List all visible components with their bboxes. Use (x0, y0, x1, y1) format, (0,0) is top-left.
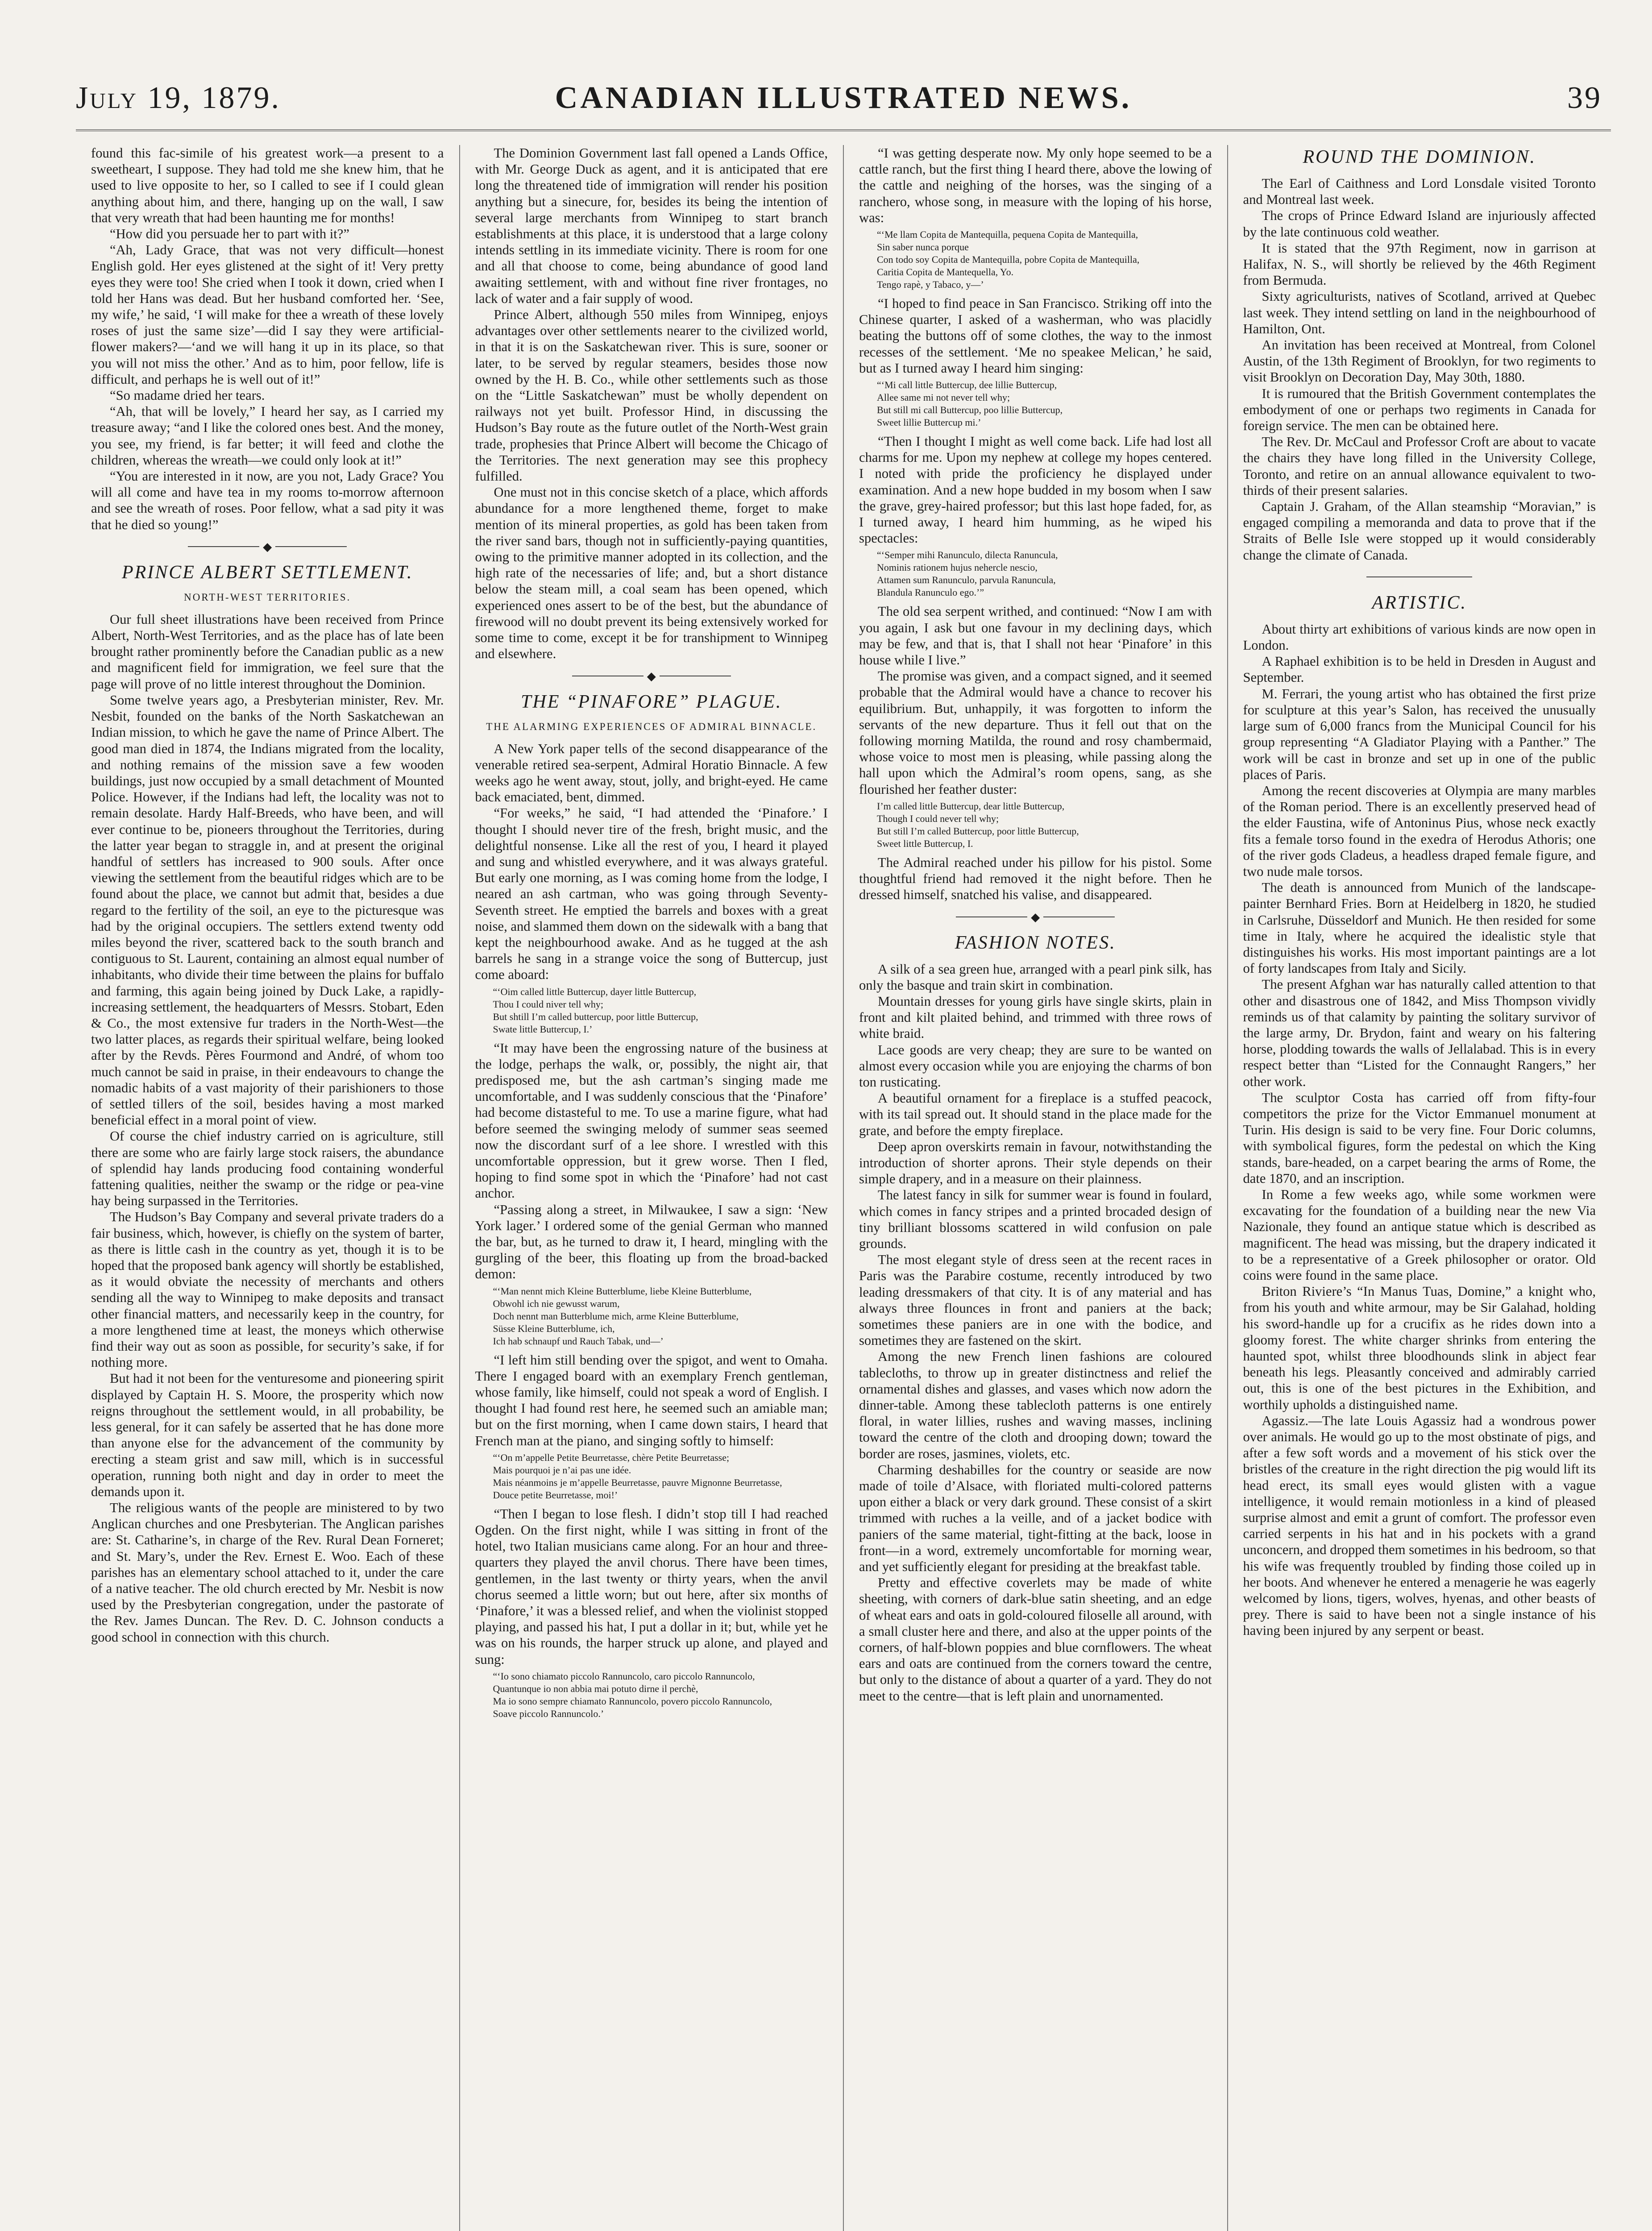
section-divider (1366, 576, 1472, 577)
paragraph: “For weeks,” he said, “I had attended the ‘Pinafore.’ I thought I should never tire of the fresh, bright music, and the delightful nonsense. Like all the rest of you, I heard it played and sung and whistled everywhere, and it was always grateful. But early one morning, as I was coming home from the lodge, I neared an ash cartman, who was going through Seventy-Seventh street. He emptied the barrels and boxes with a great noise, and slammed them down on the sidewalk with a bang that kept the neighbourhood awake. And as he tugged at the ash barrels he sang in a strange voice the song of Buttercup, just come aboard: (475, 805, 828, 983)
paragraph: “How did you persuade her to part with it?” (110, 226, 349, 242)
story-continuation (91, 145, 444, 533)
column-4 (1228, 145, 1611, 2231)
verse-line: Süsse Kleine Butterblume, ich, (493, 1323, 615, 1334)
song-verse (493, 1670, 828, 1720)
paragraph: The latest fancy in silk for summer wear is found in foulard, which comes in fancy stripes and a printed brocaded design of tiny brilliant blossoms scattered in wild confusion on pale grounds. (859, 1187, 1212, 1251)
verse-line: Con todo soy Copita de Mantequilla, pobre Copita de Mantequilla, (877, 254, 1140, 265)
paragraph: Lace goods are very cheap; they are sure to be wanted on almost every occasion while you are enjoying the charms of bon ton rusticating. (859, 1042, 1212, 1090)
verse-line: “‘Semper mihi Ranunculo, dilecta Ranuncula, (877, 549, 1058, 561)
article-subheading: THE ALARMING EXPERIENCES OF ADMIRAL BINNACLE. (486, 721, 817, 732)
paragraph: Charming deshabilles for the country or seaside are now made of toile d’Alsace, with floriated multi-colored patterns upon either a black or very dark ground. These consist of a skirt trimmed with ruches a la veille, and of a jacket bodice with paniers of the same material, tight-fitting at the back, loose in front—in a word, extremely uncomfortable for morning wear, and yet sufficiently elegant for presiding at the breakfast table. (859, 1462, 1212, 1575)
paragraph: The Earl of Caithness and Lord Lonsdale visited Toronto and Montreal last week. (1243, 176, 1596, 207)
paragraph: “Passing along a street, in Milwaukee, I saw a sign: ‘New York lager.’ I ordered some of the genial German who manned the bar, but, as he turned to draw it, I heard, mingling with the gurgling of the beer, this floating up from the broad-backed demon: (475, 1202, 828, 1282)
paragraph: The crops of Prince Edward Island are injuriously affected by the late continuous cold weather. (1243, 208, 1596, 240)
verse-line: “‘On m’appelle Petite Beurretasse, chère Petite Beurretasse; (493, 1451, 730, 1463)
paragraph: “I left him still bending over the spigot, and went to Omaha. There I engaged board with an exemplary French gentleman, whose family, like himself, could not speak a word of English. I thought I had found rest here, he seemed such an amiable man; but on the first morning, when I came down stairs, I heard that French man at the piano, and singing softly to himself: (475, 1352, 828, 1448)
newspaper-title: CANADIAN ILLUSTRATED NEWS. (555, 81, 1132, 115)
verse-line: I’m called little Buttercup, dear little Buttercup, (877, 800, 1065, 812)
verse-line: “‘Io sono chiamato piccolo Rannuncolo, caro piccolo Rannuncolo, (493, 1670, 755, 1682)
paragraph: The Dominion Government last fall opened a Lands Office, with Mr. George Duck as agent, and it is anticipated that ere long the threatened tide of immigration will render his position anything but a sinecure, for, besides its being the intention of several large merchants from Winnipeg to start branch establishments at this place, it is understood that a large colony intends settling in its immediate vicinity. There is room for one and all that choose to come, being abundance of good land awaiting settlement, with and without fine river frontages, no lack of water and a fair supply of wood. (475, 145, 828, 306)
column-3 (844, 145, 1228, 2231)
verse-line: Mais néanmoins je m’appelle Beurretasse, pauvre Mignonne Beurretasse, (493, 1476, 782, 1488)
paragraph: Prince Albert, although 550 miles from Winnipeg, enjoys advantages over other settlements nearer to the civilized world, in that it is on the Saskatchewan river. This is sure, sooner or later, to be served by regular steamers, besides those now owned by the H. B. Co., while other settlements such as those on the “Little Saskatchewan” must be wholly dependent on railways not yet built. Professor Hind, in discussing the Hudson’s Bay route as the future outlet of the North-West grain trade, prophesies that Prince Albert will become the Chicago of the Territories. The next generation may see this prophecy fulfilled. (475, 307, 828, 484)
verse-line: Douce petite Beurretasse, moi!’ (493, 1489, 618, 1501)
masthead (76, 67, 1611, 131)
verse-line: Nominis rationem hujus nehercle nescio, (877, 562, 1038, 573)
song-verse (493, 1285, 828, 1348)
paragraph: A silk of a sea green hue, arranged with a pearl pink silk, has only the basque and train skirt in combination. (859, 961, 1212, 993)
verse-line: “‘Me llam Copita de Mantequilla, pequena Copita de Mantequilla, (877, 229, 1138, 241)
verse-line: “‘Oim called little Buttercup, dayer little Buttercup, (493, 986, 697, 997)
verse-line: Tengo rapè, y Tabaco, y—’ (877, 279, 984, 290)
paragraph: Pretty and effective coverlets may be made of white sheeting, with corners of dark-blue satin sheeting, and an edge of wheat ears and oats in gold-coloured filoselle all around, with a small cluster here and there, and also at the upper points of the corners, of half-blown poppies and blue cornflowers. The wheat ears and oats are continued from the corners toward the centre, but only to the distance of about a quarter of a yard. They do not meet to the centre—that is left plain and unornamented. (859, 1575, 1212, 1704)
paragraph: The present Afghan war has naturally called attention to that other and disastrous one of 1842, and Miss Thompson vividly reminds us of that calamity by painting the solitary survivor of the large army, Dr. Brydon, faint and weary on his faltering horse, plodding towards the walls of Jellalabad. This is in every respect better than “Listed for the Connaught Rangers,” her other work. (1243, 977, 1596, 1089)
verse-line: Thou I could niver tell why; (493, 998, 603, 1010)
paragraph: M. Ferrari, the young artist who has obtained the first prize for sculpture at this year’s Salon, has received the unusually large sum of 6,000 francs from the Municipal Council for his group representing “A Gladiator Playing with a Panther.” The work will be cast in bronze and set up in one of the public places of Paris. (1243, 686, 1596, 782)
verse-line: Blandula Ranunculo ego.’” (877, 587, 984, 598)
columns (76, 145, 1611, 2231)
verse-line: Allee same mi not never tell why; (877, 392, 1010, 403)
paragraph: The Hudson’s Bay Company and several private traders do a fair business, which, however, is chiefly on the system of barter, as there is little cash in the country as yet, though it is to be hoped that the proposed bank agency will shortly be established, as it would obviate the necessity of merchants and others sending all the way to Winnipeg to make deposits and transact other financial matters, and necessarily keep in the country, for a more lengthened time at least, the moneys which otherwise find their way out as soon as possible, for security’s sake, if for nothing more. (91, 1209, 444, 1370)
song-verse (877, 549, 1212, 599)
paragraph: It is stated that the 97th Regiment, now in garrison at Halifax, N. S., will shortly be relieved by the 46th Regiment from Bermuda. (1243, 240, 1596, 288)
paragraph: The old sea serpent writhed, and continued: “Now I am with you again, I ask but one favour in my declining days, which may be few, and that is, that I shall not hear ‘Pinafore’ in this house while I live.” (859, 604, 1212, 668)
paragraph: But had it not been for the venturesome and pioneering spirit displayed by Captain H. S. Moore, the prosperity which now reigns throughout the settlement would, in all probability, be less general, for it can safely be asserted that he has done more than anyone else for the advancement of the community by erecting a steam grist and saw mill, which is in successful operation, running both night and day in order to meet the demands upon it. (91, 1371, 444, 1499)
paragraph: Mountain dresses for young girls have single skirts, plain in front and kilt plaited behind, and trimmed with three rows of white braid. (859, 993, 1212, 1041)
issue-date: July 19, 1879. (76, 81, 281, 115)
paragraph: It is rumoured that the British Government contemplates the embodyment of one or perhaps two regiments in Canada for foreign service. The men can be obtained here. (1243, 386, 1596, 434)
song-verse (877, 228, 1212, 291)
paragraph: Agassiz.—The late Louis Agassiz had a wondrous power over animals. He would go up to the most obstinate of pigs, and after a few soft words and a movement of his stick over the bristles of the creature in the right direction the pig would lift its head erect, its small eyes would glisten with a vague intelligence, it would remain motionless in a kind of pleased surprise almost and emit a grunt of comfort. The professor even carried serpents in his hat and in his pockets with a grand unconcern, and dropped them sometimes in his bedroom, so that his wife was frequently troubled by finding those coiled up in her boots. And whenever he entered a menagerie he was eagerly welcomed by lions, tigers, wolves, hyenas, and other beasts of prey. There is said to have been not a single instance of his having been injured by any serpent or beast. (1243, 1413, 1596, 1638)
song-verse (493, 1451, 828, 1501)
paragraph: The sculptor Costa has carried off from fifty-four competitors the prize for the Victor Emmanuel monument at Turin. His design is said to be very fine. Four Doric columns, with symbolical figures, form the pedestal on which the King stands, bare-headed, on a carpet bearing the arms of Rome, the date 1870, and an inscription. (1243, 1090, 1596, 1186)
paragraph: “I hoped to find peace in San Francisco. Striking off into the Chinese quarter, I asked of a washerman, who was placidly beating the buttons off of some clothes, the way to the inmost recesses of the settlement. ‘Me no speakee Melican,’ he said, but as I turned away I heard him singing: (859, 296, 1212, 376)
section-divider (188, 546, 347, 547)
newspaper-page (76, 67, 1611, 2231)
paragraph: Sixty agriculturists, natives of Scotland, arrived at Quebec last week. They intend settling on land in the neighbourhood of Hamilton, Ont. (1243, 289, 1596, 336)
verse-line: “‘Mi call little Buttercup, dee lillie Buttercup, (877, 379, 1057, 391)
article-heading: ROUND THE DOMINION. (1303, 147, 1536, 167)
section-divider (956, 916, 1115, 917)
verse-line: Quantunque io non abbia mai potuto dirne il perchè, (493, 1683, 698, 1694)
paragraph: “It may have been the engrossing nature of the business at the lodge, perhaps the walk, or, possibly, the night air, that predisposed me, but the ash cartman’s singing made me uncomfortable, and I was suddenly conscious that the ‘Pinafore’ had become distasteful to me. To use a marine figure, what had before seemed the swinging melody of summer seas seemed now the discordant surf of a lee shore. I wrestled with this uncomfortable oppression, but it grew worse. Then I fled, hoping to find some spot in which the ‘Pinafore’ had not cast anchor. (475, 1040, 828, 1201)
article-subheading: NORTH-WEST TERRITORIES. (184, 591, 351, 603)
paragraph: “Ah, Lady Grace, that was not very difficult—honest English gold. Her eyes glistened at the sight of it! Very pretty eyes they were too! She cried when I took it down, cried when I told her Hans was dead. But her husband comforted her. ‘See, my wife,’ he said, ‘I will make for thee a wreath of these lovely roses of just the same size’—did I say they were artificial-flower makers?—‘and we will hang it up in its place, so that you will not miss the other.’ And as to him, poor fellow, life is difficult, and perhaps he is well out of it!” (91, 242, 444, 387)
paragraph: A New York paper tells of the second disappearance of the venerable retired sea-serpent, Admiral Horatio Binnacle. A few weeks ago he went away, stout, jolly, and bright-eyed. He came back emaciated, bent, dimmed. (475, 741, 828, 805)
paragraph: Among the new French linen fashions are coloured tablecloths, to throw up in greater distinctness and relief the ornamental dishes and glasses, and vases which now adorn the dinner-table. Among these tablecloth patterns is one entirely floral, in water lillies, rushes and waving masses, inclining toward the centre of the cloth and drooping down; toward the border are roses, jasmines, violets, etc. (859, 1349, 1212, 1461)
paragraph: “I was getting desperate now. My only hope seemed to be a cattle ranch, but the first thing I heard there, above the lowing of the cattle and neighing of the horses, was the singing of a ranchero, whose song, in measure with the loping of his horse, was: (859, 145, 1212, 225)
paragraph: In Rome a few weeks ago, while some workmen were excavating for the foundation of a building near the new Via Nazionale, they found an antique statue which is described as magnificent. The head was missing, but the drapery indicated it to be a representative of a Greek philosopher or orator. Old coins were found in the same place. (1243, 1186, 1596, 1283)
paragraph: An invitation has been received at Montreal, from Colonel Austin, of the 13th Regiment of Brooklyn, for two regiments to visit Brooklyn on Decoration Day, May 30th, 1880. (1243, 337, 1596, 385)
paragraph: “Ah, that will be lovely,” I heard her say, as I carried my treasure away; “and I like the colored ones best. And the money, you see, my friend, is far better; it will feed and clothe the children, whereas the wreath—we could only look at it!” (91, 404, 444, 468)
article-heading: THE “PINAFORE” PLAGUE. (521, 691, 782, 712)
verse-line: Ich hab schnaupf und Rauch Tabak, und—’ (493, 1335, 664, 1347)
paragraph: Of course the chief industry carried on is agriculture, still there are some who are fairly large stock raisers, the abundance of splendid hay lands producing food containing wonderful fattening qualities, neither the swamp or the ridge or pea-vine hay being surpassed in the Territories. (91, 1128, 444, 1209)
paragraph: Our full sheet illustrations have been received from Prince Albert, North-West Territories, and as the place has of late been brought rather prominently before the Canadian public as a new and magnificent field for immigration, we feel sure that the page will prove of no little interest throughout the Dominion. (91, 611, 444, 692)
paragraph: Briton Riviere’s “In Manus Tuas, Domine,” a knight who, from his youth and white armour, may be Sir Galahad, holding his sword-handle up for a crucifix as he rides down into a gloomy forest. The white charger shrinks from entering the haunted spot, whilst three bloodhounds slink in abject fear beneath his legs. Pleasantly conceived and admirably carried out, this is one of the best pictures in the Exhibition, and worthily upholds a distinguished name. (1243, 1284, 1596, 1412)
paragraph: Some twelve years ago, a Presbyterian minister, Rev. Mr. Nesbit, founded on the banks of the North Saskatchewan an Indian mission, to which he gave the name of Prince Albert. The good man died in 1874, the Indians migrated from the locality, and nothing remains of the mission save a few wooden buildings, just now occupied by a small detachment of Mounted Police. However, if the Indians had left, the locality was not to remain desolate. Hardy Half-Breeds, who have been, and will ever continue to be, pioneers throughout the Territories, during the latter year began to straggle in, and at present the original handful of settlers has increased to 900 souls. After once viewing the settlement from the beautiful ridges which are to be found about the place, we cannot but admit that, besides a due regard to the fertility of the soil, an eye to the picturesque was had by the original occupiers. The settlers extend twenty odd miles beyond the river, scattered back to the south branch and contiguous to St. Laurent, containing an almost equal number of inhabitants, who divide their time between the plains for buffalo and farming, this again being joined by Duck Lake, a rapidly-increasing settlement, the headquarters of Messrs. Stobart, Eden & Co., the most extensive fur traders in the North-West—the two latter places, as regards their spiritual welfare, being looked after by the Revds. Pères Fourmond and André, of whom too much cannot be said in praise, in their endeavours to change the nomadic habits of a vast majority of their parishioners to those of settled tillers of the soil, besides having a most marked beneficial effect in a moral point of view. (91, 692, 444, 1128)
verse-line: Sweet little Buttercup, I. (877, 838, 973, 849)
paragraph: found this fac-simile of his greatest work—a present to a sweetheart, I suppose. They had told me she knew him, that he used to live opposite to her, so I called to see if I could glean anything about him, and there, hanging up on the wall, I saw that very wreath that had been haunting me for months! (91, 145, 444, 225)
paragraph: About thirty art exhibitions of various kinds are now open in London. (1243, 621, 1596, 653)
paragraph: “You are interested in it now, are you not, Lady Grace? You will all come and have tea in my rooms to-morrow afternoon and see the wreath of roses. Poor fellow, what a sad pity it was that he died so young!” (91, 469, 444, 532)
article-heading: ARTISTIC. (1372, 592, 1467, 613)
paragraph: The most elegant style of dress seen at the recent races in Paris was the Parabire costume, recently introduced by two leading dressmakers of that city. It is of any material and has always three flounces in front and paniers at the back; sometimes these paniers are in one with the bodice, and sometimes they are fastened on the skirt. (859, 1252, 1212, 1348)
verse-line: Caritia Copita de Mantequella, Yo. (877, 266, 1014, 278)
verse-line: Mais pourquoi je n’ai pas une idée. (493, 1464, 631, 1476)
paragraph: The death is announced from Munich of the landscape-painter Bernhard Fries. Born at Heidelberg in 1820, he studied in Carlsruhe, Düsseldorf and Munich. He then resided for some time in Italy, where he acquired the idealistic style that distinguishes his works. His most important paintings are a lot of forty landscapes from Italy and Sicily. (1243, 880, 1596, 976)
verse-line: Ma io sono sempre chiamato Rannuncolo, povero piccolo Rannuncolo, (493, 1695, 772, 1707)
paragraph: One must not in this concise sketch of a place, which affords abundance for a more lengthened theme, forget to make mention of its mineral properties, as gold has been taken from the river sand bars, though not in sufficiently-paying quantities, owing to the primitive manner adopted in its collection, and the high rate of the necessaries of life; and, but a short distance below the steam mill, a coal seam has been opened, which experienced ones assert to be of the best, but the abundance of firewood will no doubt prevent its being extensively worked for some time to come, except it be for transhipment to Winnipeg and elsewhere. (475, 485, 828, 662)
page-number: 39 (1567, 81, 1602, 115)
paragraph: The religious wants of the people are ministered to by two Anglican churches and one Presbyterian. The Anglican parishes are: St. Catharine’s, in charge of the Rev. Rural Dean Forneret; and St. Mary’s, under the Rev. Ernest E. Woo. Each of these parishes has an elementary school attached to it, under the care of a native teacher. The old church erected by Mr. Nesbit is now used by the Presbyterian congregation, under the pastorate of the Rev. James Duncan. The Rev. D. C. Johnson conducts a good school in connection with this church. (91, 1500, 444, 1645)
paragraph: The Rev. Dr. McCaul and Professor Croft are about to vacate the chairs they have long filled in the University College, Toronto, and retire on an annual allowance equivalent to two-thirds of their present salaries. (1243, 434, 1596, 498)
verse-line: But still mi call Buttercup, poo lillie Buttercup, (877, 404, 1063, 416)
paragraph: The promise was given, and a compact signed, and it seemed probable that the Admiral would have a chance to recover his equilibrium. But, unhappily, it was forgotten to inform the servants of the new departure. Thus it fell out that on the following morning Matilda, the round and rosy chambermaid, whose voice to most men is pleasing, while passing along the hall upon which the Admiral’s room opens, sang, as she flourished her feather duster: (859, 668, 1212, 797)
paragraph: “So madame dried her tears. (110, 388, 265, 403)
verse-line: Obwohl ich nie gewusst warum, (493, 1298, 620, 1309)
song-verse (877, 379, 1212, 429)
paragraph: Among the recent discoveries at Olympia are many marbles of the Roman period. There is an excellently preserved head of the elder Faustina, wife of Antoninus Pius, whose neck exactly fits a female torso found in the exedra of Herodus Athoris; one of the river gods Cladeus, a headless draped female figure, and two nude male torsos. (1243, 783, 1596, 879)
verse-line: But shtill I’m called buttercup, poor little Buttercup, (493, 1011, 698, 1022)
verse-line: Attamen sum Ranunculo, parvula Ranuncula, (877, 574, 1056, 586)
article-heading: PRINCE ALBERT SETTLEMENT. (121, 562, 413, 583)
paragraph: Deep apron overskirts remain in favour, notwithstanding the introduction of shorter aprons. Their style depends on their simple drapery, and in a measure on their plainness. (859, 1139, 1212, 1187)
verse-line: “‘Man nennt mich Kleine Butterblume, liebe Kleine Butterblume, (493, 1285, 752, 1297)
column-1 (76, 145, 460, 2231)
verse-line: But still I’m called Buttercup, poor little Buttercup, (877, 825, 1079, 837)
verse-line: Soave piccolo Rannuncolo.’ (493, 1708, 604, 1719)
song-verse (877, 800, 1212, 850)
verse-line: Swate little Buttercup, I.’ (493, 1023, 593, 1035)
paragraph: A Raphael exhibition is to be held in Dresden in August and September. (1243, 654, 1596, 685)
verse-line: Sin saber nunca porque (877, 241, 969, 253)
verse-line: Though I could never tell why; (877, 813, 999, 824)
verse-line: Sweet lillie Buttercup mi.’ (877, 417, 981, 428)
paragraph: “Then I began to lose flesh. I didn’t stop till I had reached Ogden. On the first night, while I was sitting in front of the hotel, two Italian musicians came along. For an hour and three-quarters they played the anvil chorus. There have been times, gentlemen, in the last twenty or thirty years, when the anvil chorus seemed a little worn; but out here, after six months of ‘Pinafore,’ it was a blessed relief, and when the violinist stopped playing, and passed his hat, I put a dollar in it; but, while yet he was on his rounds, the harper struck up alone, and played and sung: (475, 1506, 828, 1667)
column-2 (460, 145, 844, 2231)
paragraph: Captain J. Graham, of the Allan steamship “Moravian,” is engaged compiling a memoranda and data to prove that if the Straits of Belle Isle were stopped up it would considerably change the climate of Canada. (1243, 499, 1596, 563)
article-heading: FASHION NOTES. (955, 932, 1116, 953)
paragraph: The Admiral reached under his pillow for his pistol. Some thoughtful friend had removed it the night before. Then he dressed himself, snatched his valise, and disappeared. (859, 854, 1212, 903)
paragraph: “Then I thought I might as well come back. Life had lost all charms for me. Upon my nephew at college my hopes centered. I noted with pride the proficiency he displayed under examination. And a new hope budded in my bosom when I saw the grave, grey-haired professor; but this last hope faded, for, as I turned away, I heard him humming, as he wiped his spectacles: (859, 434, 1212, 546)
song-verse (493, 986, 828, 1036)
verse-line: Doch nennt man Butterblume mich, arme Kleine Butterblume, (493, 1310, 739, 1322)
paragraph: A beautiful ornament for a fireplace is a stuffed peacock, with its tail spread out. It should stand in the place made for the grate, and before the empty fireplace. (859, 1091, 1212, 1138)
